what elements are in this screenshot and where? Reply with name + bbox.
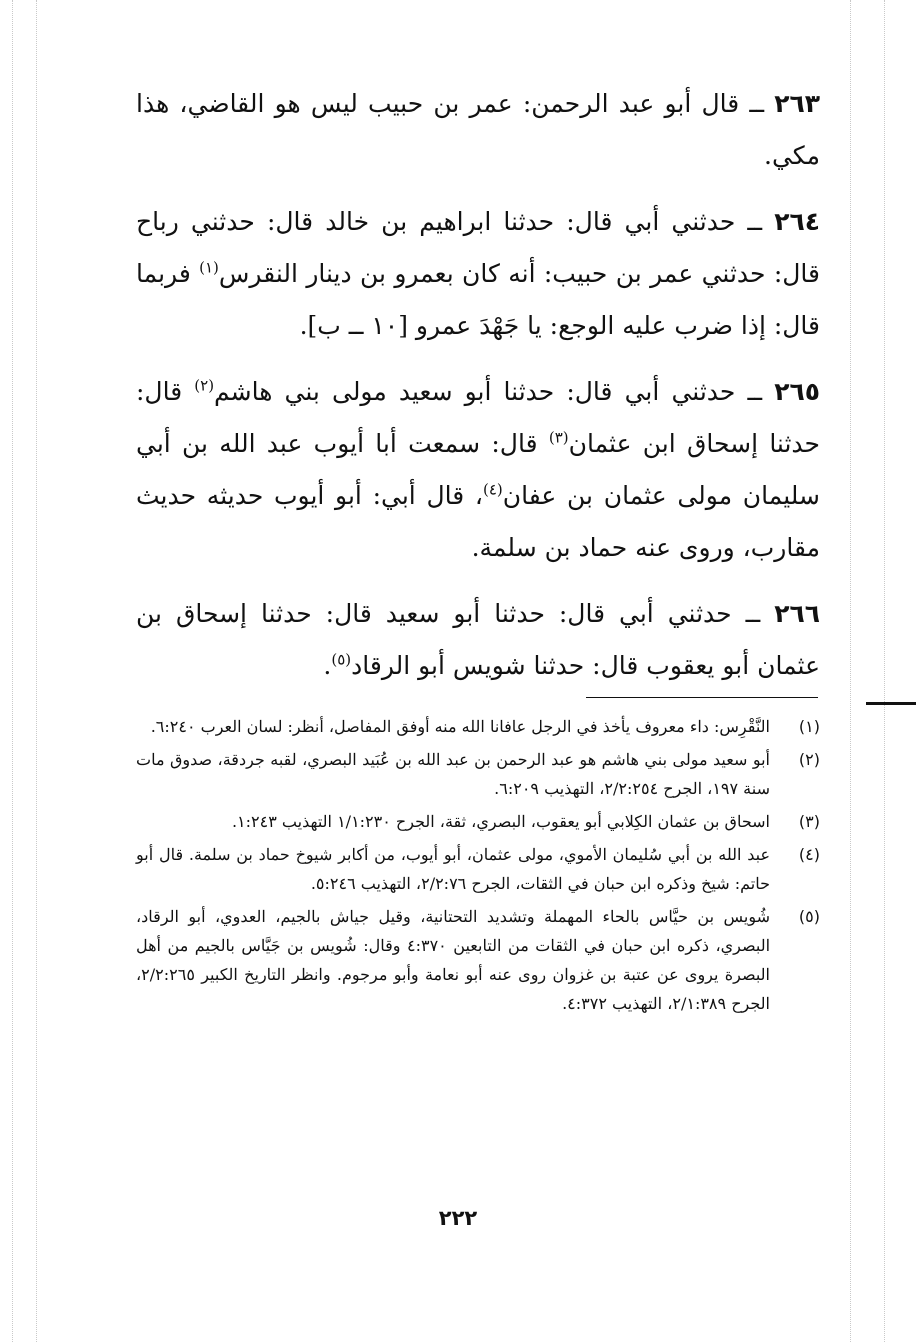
footnote-text: أبو سعيد مولى بني هاشم هو عبد الرحمن بن عبد الله بن عُبَيد البصري، لقبه جردقة، صدوق مات سنة ١٩٧، الجرح ٢/٢:٢٥٤، التهذيب ٦:٢٠٩.	[136, 750, 770, 798]
footnote-item	[136, 745, 820, 803]
footnote-separator	[586, 697, 818, 698]
margin-mark	[866, 702, 916, 705]
footnote-text: اسحاق بن عثمان الكِلابي أبو يعقوب، البصري، ثقة، الجرح ١/١:٢٣٠ التهذيب ١:٢٤٣.	[231, 812, 770, 831]
paragraph-text: ، قال أبي: أبو أيوب حديثه حديث مقارب، وروى عنه حماد بن سلمة.	[136, 481, 820, 562]
footnotes	[136, 712, 820, 1022]
paragraph-text: ــ قال أبو عبد الرحمن: عمر بن حبيب ليس هو القاضي، هذا مكي.	[136, 89, 820, 170]
footnote-number: (٥)	[798, 907, 820, 926]
paragraph-text: فربما قال: إذا ضرب عليه الوجع: يا جَهْدَ عمرو [١٠ ــ ب].	[136, 259, 820, 340]
paragraph-text: .	[323, 651, 332, 680]
footnote-item	[136, 840, 820, 898]
paragraph-text: ــ حدثني أبي قال: حدثنا أبو سعيد مولى بني هاشم	[214, 377, 775, 406]
main-text	[136, 78, 820, 706]
paragraph-266	[136, 588, 820, 692]
footnote-text: النَّقْرِس: داء معروف يأخذ في الرجل عافانا الله منه أوفق المفاصل، أنظر: لسان العرب ٦:٢٤٠.	[150, 717, 770, 736]
entry-number: ٢٦٤	[774, 207, 820, 236]
footnote-ref: (١)	[199, 258, 219, 277]
paragraph-265	[136, 366, 820, 574]
entry-number: ٢٦٦	[774, 599, 820, 628]
footnote-item	[136, 902, 820, 1018]
footnote-number: (٢)	[798, 750, 820, 769]
entry-number: ٢٦٣	[774, 89, 820, 118]
margin-guide-line	[850, 0, 851, 1342]
page-number: ٢٢٢	[438, 1206, 478, 1230]
entry-number: ٢٦٥	[774, 377, 820, 406]
paragraph-text: ــ حدثني أبي قال: حدثنا أبو سعيد قال: حدثنا إسحاق بن عثمان أبو يعقوب قال: حدثنا شويس أبو الرقاد	[136, 599, 820, 680]
footnote-text: شُويس بن حيَّاس بالحاء المهملة وتشديد التحتانية، وقيل جياش بالجيم، العدوي، أبو الرقاد، البصري، ذكره ابن حبان في الثقات من التابعين ٤:٣٧٠ وقال: شُويس بن جَيَّاس بالجيم من أهل البصرة يروى عن عتبة بن غزوان روى عنه أبو نعامة وأبو مرجوم. وانظر التاريخ الكبير ٢/٢:٢٦٥، الجرح ٢/١:٣٨٩، التهذيب ٤:٣٧٢.	[136, 907, 771, 1013]
footnote-number: (١)	[798, 717, 820, 736]
paragraph-263	[136, 78, 820, 182]
paragraph-text: قال: سمعت أبا أيوب عبد الله بن أبي سليمان مولى عثمان بن عفان	[136, 429, 820, 510]
footnote-item	[136, 807, 820, 836]
margin-guide-line	[884, 0, 885, 1342]
paragraph-264	[136, 196, 820, 352]
margin-guide-line	[36, 0, 37, 1342]
paragraph-text: قال: حدثنا إسحاق ابن عثمان	[136, 377, 821, 458]
footnote-number: (٤)	[798, 845, 820, 864]
footnote-ref: (٢)	[194, 376, 215, 395]
footnote-ref: (٣)	[548, 428, 569, 447]
paragraph-text: ــ حدثني أبي قال: حدثنا ابراهيم بن خالد قال: حدثني رباح قال: حدثني عمر بن حبيب: أنه كان بعمرو بن دينار النقرس	[136, 207, 820, 288]
footnote-number: (٣)	[798, 812, 820, 831]
footnote-ref: (٤)	[482, 480, 503, 499]
footnote-ref: (٥)	[331, 650, 352, 669]
footnote-text: عبد الله بن أبي سُليمان الأموي، مولى عثمان، أبو أيوب، من أكابر شيوخ حماد بن سلمة. قال أبو حاتم: شيخ وذكره ابن حبان في الثقات، الجرح ٢/٢:٧٦، التهذيب ٥:٢٤٦.	[136, 845, 770, 893]
footnote-item	[136, 712, 820, 741]
margin-guide-line	[12, 0, 13, 1342]
